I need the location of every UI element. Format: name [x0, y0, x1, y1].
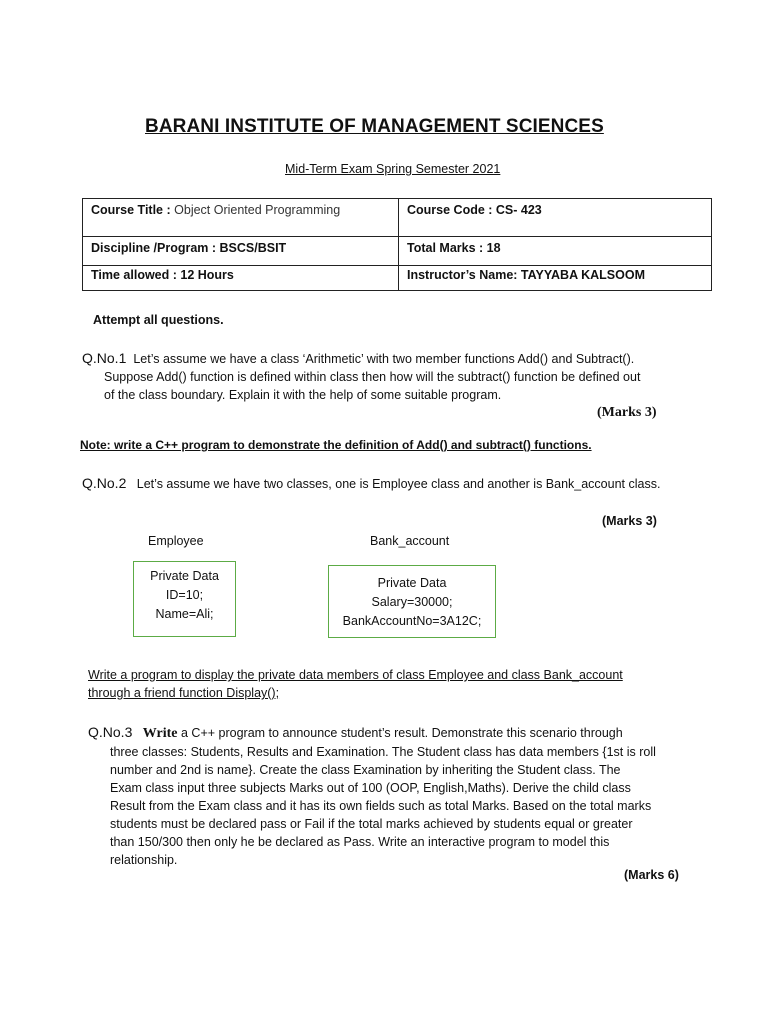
institute-title: BARANI INSTITUTE OF MANAGEMENT SCIENCES — [145, 116, 604, 137]
q3-line: three classes: Students, Results and Examination. The Student class has data members {1st is roll — [110, 745, 656, 759]
q3-marks: (Marks 6) — [624, 868, 679, 882]
q2-marks: (Marks 3) — [602, 514, 657, 528]
question-2 — [82, 474, 660, 493]
q1-marks: (Marks 3) — [597, 405, 657, 420]
q2-number: No.2 — [96, 475, 127, 491]
question-3 — [88, 723, 738, 869]
course-code: Course Code : CS- 423 — [407, 203, 542, 217]
q3-line: relationship. — [110, 853, 178, 867]
q3-line: Result from the Exam class and it has its own fields such as total Marks. Based on the total marks — [110, 799, 652, 813]
exam-title: Mid-Term Exam Spring Semester 2021 — [285, 162, 501, 176]
employee-box-line: Name=Ali; — [155, 607, 214, 621]
table-row — [83, 237, 712, 266]
q1-prefix: Q. — [82, 350, 97, 366]
instructor-cell — [399, 266, 712, 291]
q2-task-line: through a friend function Display(); — [88, 686, 280, 700]
total-marks: Total Marks : 18 — [407, 241, 501, 255]
q3-prefix: Q. — [88, 724, 103, 740]
q2-task-line: Write a program to display the private data members of class Employee and class Bank_account — [88, 668, 623, 682]
instructor-name: Instructor’s Name: TAYYABA KALSOOM — [407, 268, 646, 282]
q1-number: No.1 — [96, 350, 127, 366]
q3-line: number and 2nd is name}. Create the class Examination by inheriting the Student class. The — [110, 763, 621, 777]
bank-box-line: BankAccountNo=3A12C; — [342, 614, 482, 628]
employee-label: Employee — [148, 534, 204, 548]
course-title-value: Object Oriented Programming — [174, 203, 341, 217]
q1-note: Note: write a C++ program to demonstrate the definition of Add() and subtract() functions. — [80, 438, 592, 452]
total-marks-cell — [399, 237, 712, 266]
employee-class-box — [133, 561, 236, 637]
question-1 — [82, 349, 732, 404]
course-title-label: Course Title : — [91, 203, 171, 217]
q3-line: students must be declared pass or Fail if the total marks achieved by students equal or greater — [110, 817, 633, 831]
course-title-cell — [83, 199, 399, 237]
time-allowed: Time allowed : 12 Hours — [91, 268, 234, 282]
q2-task — [88, 666, 728, 702]
discipline-cell — [83, 237, 399, 266]
q2-prefix: Q. — [82, 475, 97, 491]
employee-box-line: Private Data — [150, 569, 219, 583]
course-code-cell — [399, 199, 712, 237]
q2-text: Let’s assume we have two classes, one is Employee class and another is Bank_account class. — [136, 477, 661, 491]
q1-line: Let’s assume we have a class ‘Arithmetic’ with two member functions Add() and Subtract(). — [133, 352, 635, 366]
table-row — [83, 199, 712, 237]
time-allowed-cell — [83, 266, 399, 291]
q3-line: a C++ program to announce student’s result. Demonstrate this scenario through — [181, 726, 623, 740]
course-info-table — [82, 198, 712, 291]
q3-line: than 150/300 then only he be declared as Pass. Write an interactive program to model this — [110, 835, 610, 849]
employee-box-line: ID=10; — [165, 588, 204, 602]
bank-account-label: Bank_account — [370, 534, 450, 548]
q3-write-word: Write — [142, 726, 178, 741]
bank-account-class-box — [328, 565, 496, 638]
instructions: Attempt all questions. — [93, 313, 224, 327]
q3-number: No.3 — [102, 724, 133, 740]
bank-box-line: Private Data — [377, 576, 447, 590]
discipline-value: BSCS/BSIT — [219, 241, 287, 255]
q3-line: Exam class input three subjects Marks out of 100 (OOP, English,Maths). Derive the child class — [110, 781, 631, 795]
q1-line: Suppose Add() function is defined within class then how will the subtract() function be defined out — [104, 370, 641, 384]
discipline-label: Discipline /Program : — [91, 241, 217, 255]
bank-box-line: Salary=30000; — [371, 595, 453, 609]
table-row — [83, 266, 712, 291]
q1-line: of the class boundary. Explain it with the help of some suitable program. — [104, 388, 502, 402]
